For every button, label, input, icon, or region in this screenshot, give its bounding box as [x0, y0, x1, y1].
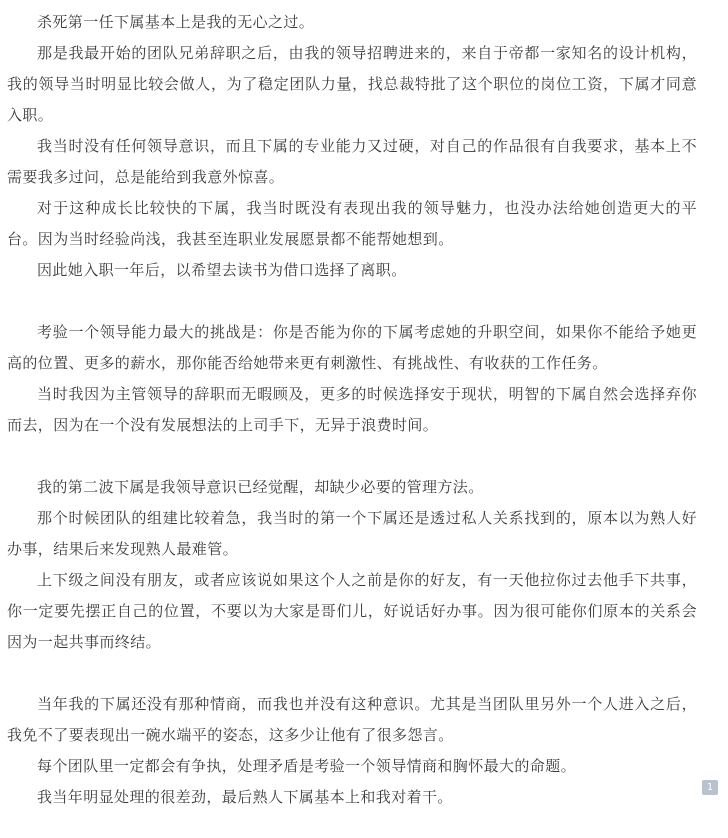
paragraph: 那是我最开始的团队兄弟辞职之后，由我的领导招聘进来的，来自于帝都一家知名的设计机构，我的领导当时明显比较会做人，为了稳定团队力量，找总裁特批了这个职位的岗位工资，下属才同意入职。	[7, 44, 697, 124]
paragraph: 那个时候团队的组建比较着急，我当时的第一个下属还是透过私人关系找到的，原本以为熟人好办事，结果后来发现熟人最难管。	[7, 509, 697, 558]
paragraph: 每个团队里一定都会有争执，处理矛盾是考验一个领导情商和胸怀最大的命题。	[37, 757, 577, 775]
paragraph: 我当时没有任何领导意识，而且下属的专业能力又过硬，对自己的作品很有自我要求，基本上不需要我多过问，总是能给到我意外惊喜。	[7, 137, 697, 186]
paragraph-spacer	[7, 286, 697, 317]
paragraph-spacer	[7, 441, 697, 472]
paragraph: 我当年明显处理的很差劲，最后熟人下属基本上和我对着干。	[37, 788, 453, 806]
paragraph-spacer	[7, 658, 697, 689]
paragraph: 杀死第一任下属基本上是我的无心之过。	[37, 13, 315, 31]
paragraph: 我的第二波下属是我领导意识已经觉醒，却缺少必要的管理方法。	[37, 478, 484, 496]
article-body	[7, 7, 697, 813]
paragraph: 对于这种成长比较快的下属，我当时既没有表现出我的领导魅力，也没办法给她创造更大的平台。因为当时经验尚浅，我甚至连职业发展愿景都不能帮她想到。	[7, 199, 697, 248]
page-number-badge[interactable]: 1	[702, 780, 718, 795]
paragraph: 当时我因为主管领导的辞职而无暇顾及，更多的时候选择安于现状，明智的下属自然会选择弃你而去，因为在一个没有发展想法的上司手下，无异于浪费时间。	[7, 385, 697, 434]
paragraph: 当年我的下属还没有那种情商，而我也并没有这种意识。尤其是当团队里另外一个人进入之后，我免不了要表现出一碗水端平的姿态，这多少让他有了很多怨言。	[7, 695, 697, 744]
paragraph: 上下级之间没有朋友，或者应该说如果这个人之前是你的好友，有一天他拉你过去他手下共事，你一定要先摆正自己的位置，不要以为大家是哥们儿，好说话好办事。因为很可能你们原本的关系会因为一起共事而终结。	[7, 571, 697, 651]
paragraph: 因此她入职一年后，以希望去读书为借口选择了离职。	[37, 261, 407, 279]
paragraph: 考验一个领导能力最大的挑战是：你是否能为你的下属考虑她的升职空间，如果你不能给予她更高的位置、更多的薪水，那你能否给她带来更有刺激性、有挑战性、有收获的工作任务。	[7, 323, 697, 372]
